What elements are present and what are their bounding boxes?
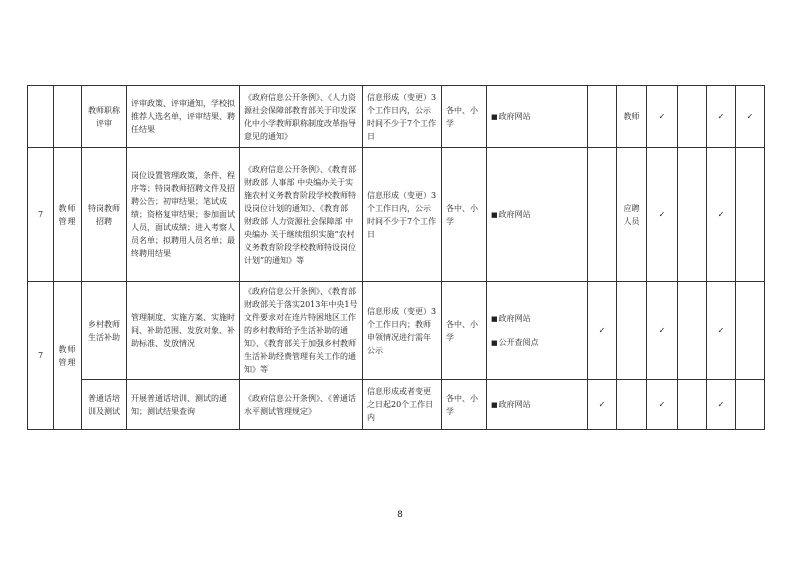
page-number: 8 <box>397 510 403 520</box>
check-icon: ✓ <box>746 112 754 121</box>
check-cell-empty <box>736 380 765 430</box>
check-cell-empty <box>678 148 707 282</box>
square-bullet-icon: ■ <box>491 400 498 409</box>
group-cell: 教师 <box>617 86 647 148</box>
subject-cell: 各中、小学 <box>442 148 487 282</box>
row-number: 7 <box>28 282 54 430</box>
check-icon: ✓ <box>658 210 666 219</box>
item-cell: 教师职称评审 <box>82 86 127 148</box>
category-cell: 教师管理 <box>54 282 82 430</box>
table-row <box>28 380 765 430</box>
item-cell: 特岗教师招聘 <box>82 148 127 282</box>
square-bullet-icon: ■ <box>491 338 498 347</box>
content-cell: 管理制度、实施方案、实施时间、补助范围、发放对象、补助标准、发放情况 <box>127 282 240 380</box>
subject-cell: 各中、小学 <box>442 282 487 380</box>
channel-label: 政府网站 <box>498 209 531 219</box>
check-icon: ✓ <box>598 326 606 335</box>
check-icon: ✓ <box>717 210 725 219</box>
channel-label: 政府网站 <box>498 111 531 121</box>
check-icon: ✓ <box>717 112 725 121</box>
basis-cell: 《政府信息公开条例》、《教育部 财政部关于落实2013年中央1号文件要求对在连片特困地区工作的乡村教师给予生活补助的通知》、《教育部关于加强乡村教师生活补助经费管理有关工作的通知》等 <box>240 282 363 380</box>
check-icon: ✓ <box>658 326 666 335</box>
check-cell <box>707 380 736 430</box>
channel-label: 政府网站 <box>498 399 531 409</box>
channel-label: 公开查阅点 <box>498 337 539 347</box>
check-cell-empty <box>678 86 707 148</box>
square-bullet-icon: ■ <box>491 210 498 219</box>
time-cell: 信息形成（变更）3个工作日内，公示时间不少于7个工作日 <box>363 86 442 148</box>
subject-cell: 各中、小学 <box>442 380 487 430</box>
content-cell: 开展普通话培训、测试的通知；测试结果查询 <box>127 380 240 430</box>
category-cell <box>54 86 82 148</box>
row-number <box>28 86 54 148</box>
check-cell-empty <box>678 380 707 430</box>
item-cell: 普通话培训及测试 <box>82 380 127 430</box>
check-cell-empty <box>736 148 765 282</box>
table-row <box>28 148 765 282</box>
check-cell-empty <box>588 148 617 282</box>
check-icon: ✓ <box>717 326 725 335</box>
channel-cell <box>487 86 588 148</box>
check-cell-empty <box>678 282 707 380</box>
check-cell <box>707 148 736 282</box>
channel-label: 政府网站 <box>498 313 531 323</box>
check-cell <box>588 380 617 430</box>
row-number: 7 <box>28 148 54 282</box>
disclosure-table <box>27 85 765 430</box>
group-cell-empty <box>617 380 647 430</box>
channel-cell <box>487 148 588 282</box>
check-cell <box>647 86 678 148</box>
channel-cell <box>487 282 588 380</box>
check-icon: ✓ <box>658 400 666 409</box>
category-cell: 教师管理 <box>54 148 82 282</box>
item-cell: 乡村教师生活补助 <box>82 282 127 380</box>
check-cell <box>707 282 736 380</box>
check-cell-empty <box>736 282 765 380</box>
check-cell <box>647 282 678 380</box>
time-cell: 信息形成或者变更之日起20个工作日内 <box>363 380 442 430</box>
check-cell <box>647 380 678 430</box>
group-cell: 应聘人员 <box>617 148 647 282</box>
group-cell-empty <box>617 282 647 380</box>
basis-cell: 《政府信息公开条例》、《教育部 财政部 人事部 中央编办关于实施农村义务教育阶段学校教师特设岗位计划的通知》、《教育部 财政部 人力资源社会保障部 中央编办 关于继续组织实施“农村义务教育阶段学校教师特设岗位计划”的通知》等 <box>240 148 363 282</box>
check-cell <box>647 148 678 282</box>
check-cell-empty <box>588 86 617 148</box>
content-cell: 岗位设置管理政策，条件、程序等；特岗教师招聘文件及招聘公告；初审结果；笔试成绩；资格复审结果；参加面试人员，面试成绩；进入考察人员名单；拟聘用人员名单；最终聘用结果 <box>127 148 240 282</box>
check-cell <box>588 282 617 380</box>
subject-cell: 各中、小学 <box>442 86 487 148</box>
time-cell: 信息形成（变更）3个工作日内；教师申领情况进行需年公示 <box>363 282 442 380</box>
check-icon: ✓ <box>658 112 666 121</box>
check-icon: ✓ <box>717 400 725 409</box>
square-bullet-icon: ■ <box>491 112 498 121</box>
check-cell <box>736 86 765 148</box>
basis-cell: 《政府信息公开条例》、《人力资源社会保障部教育部关于印发深化中小学教师职称制度改革指导意见的通知》 <box>240 86 363 148</box>
time-cell: 信息形成（变更）3个工作日内，公示时间不少于7个工作日 <box>363 148 442 282</box>
check-icon: ✓ <box>598 400 606 409</box>
table-row <box>28 282 765 380</box>
basis-cell: 《政府信息公开条例》、《普通话水平测试管理规定》 <box>240 380 363 430</box>
check-cell <box>707 86 736 148</box>
channel-cell <box>487 380 588 430</box>
table-row <box>28 86 765 148</box>
square-bullet-icon: ■ <box>491 314 498 323</box>
content-cell: 评审政策、评审通知，学校拟推荐人选名单，评审结果、聘任结果 <box>127 86 240 148</box>
